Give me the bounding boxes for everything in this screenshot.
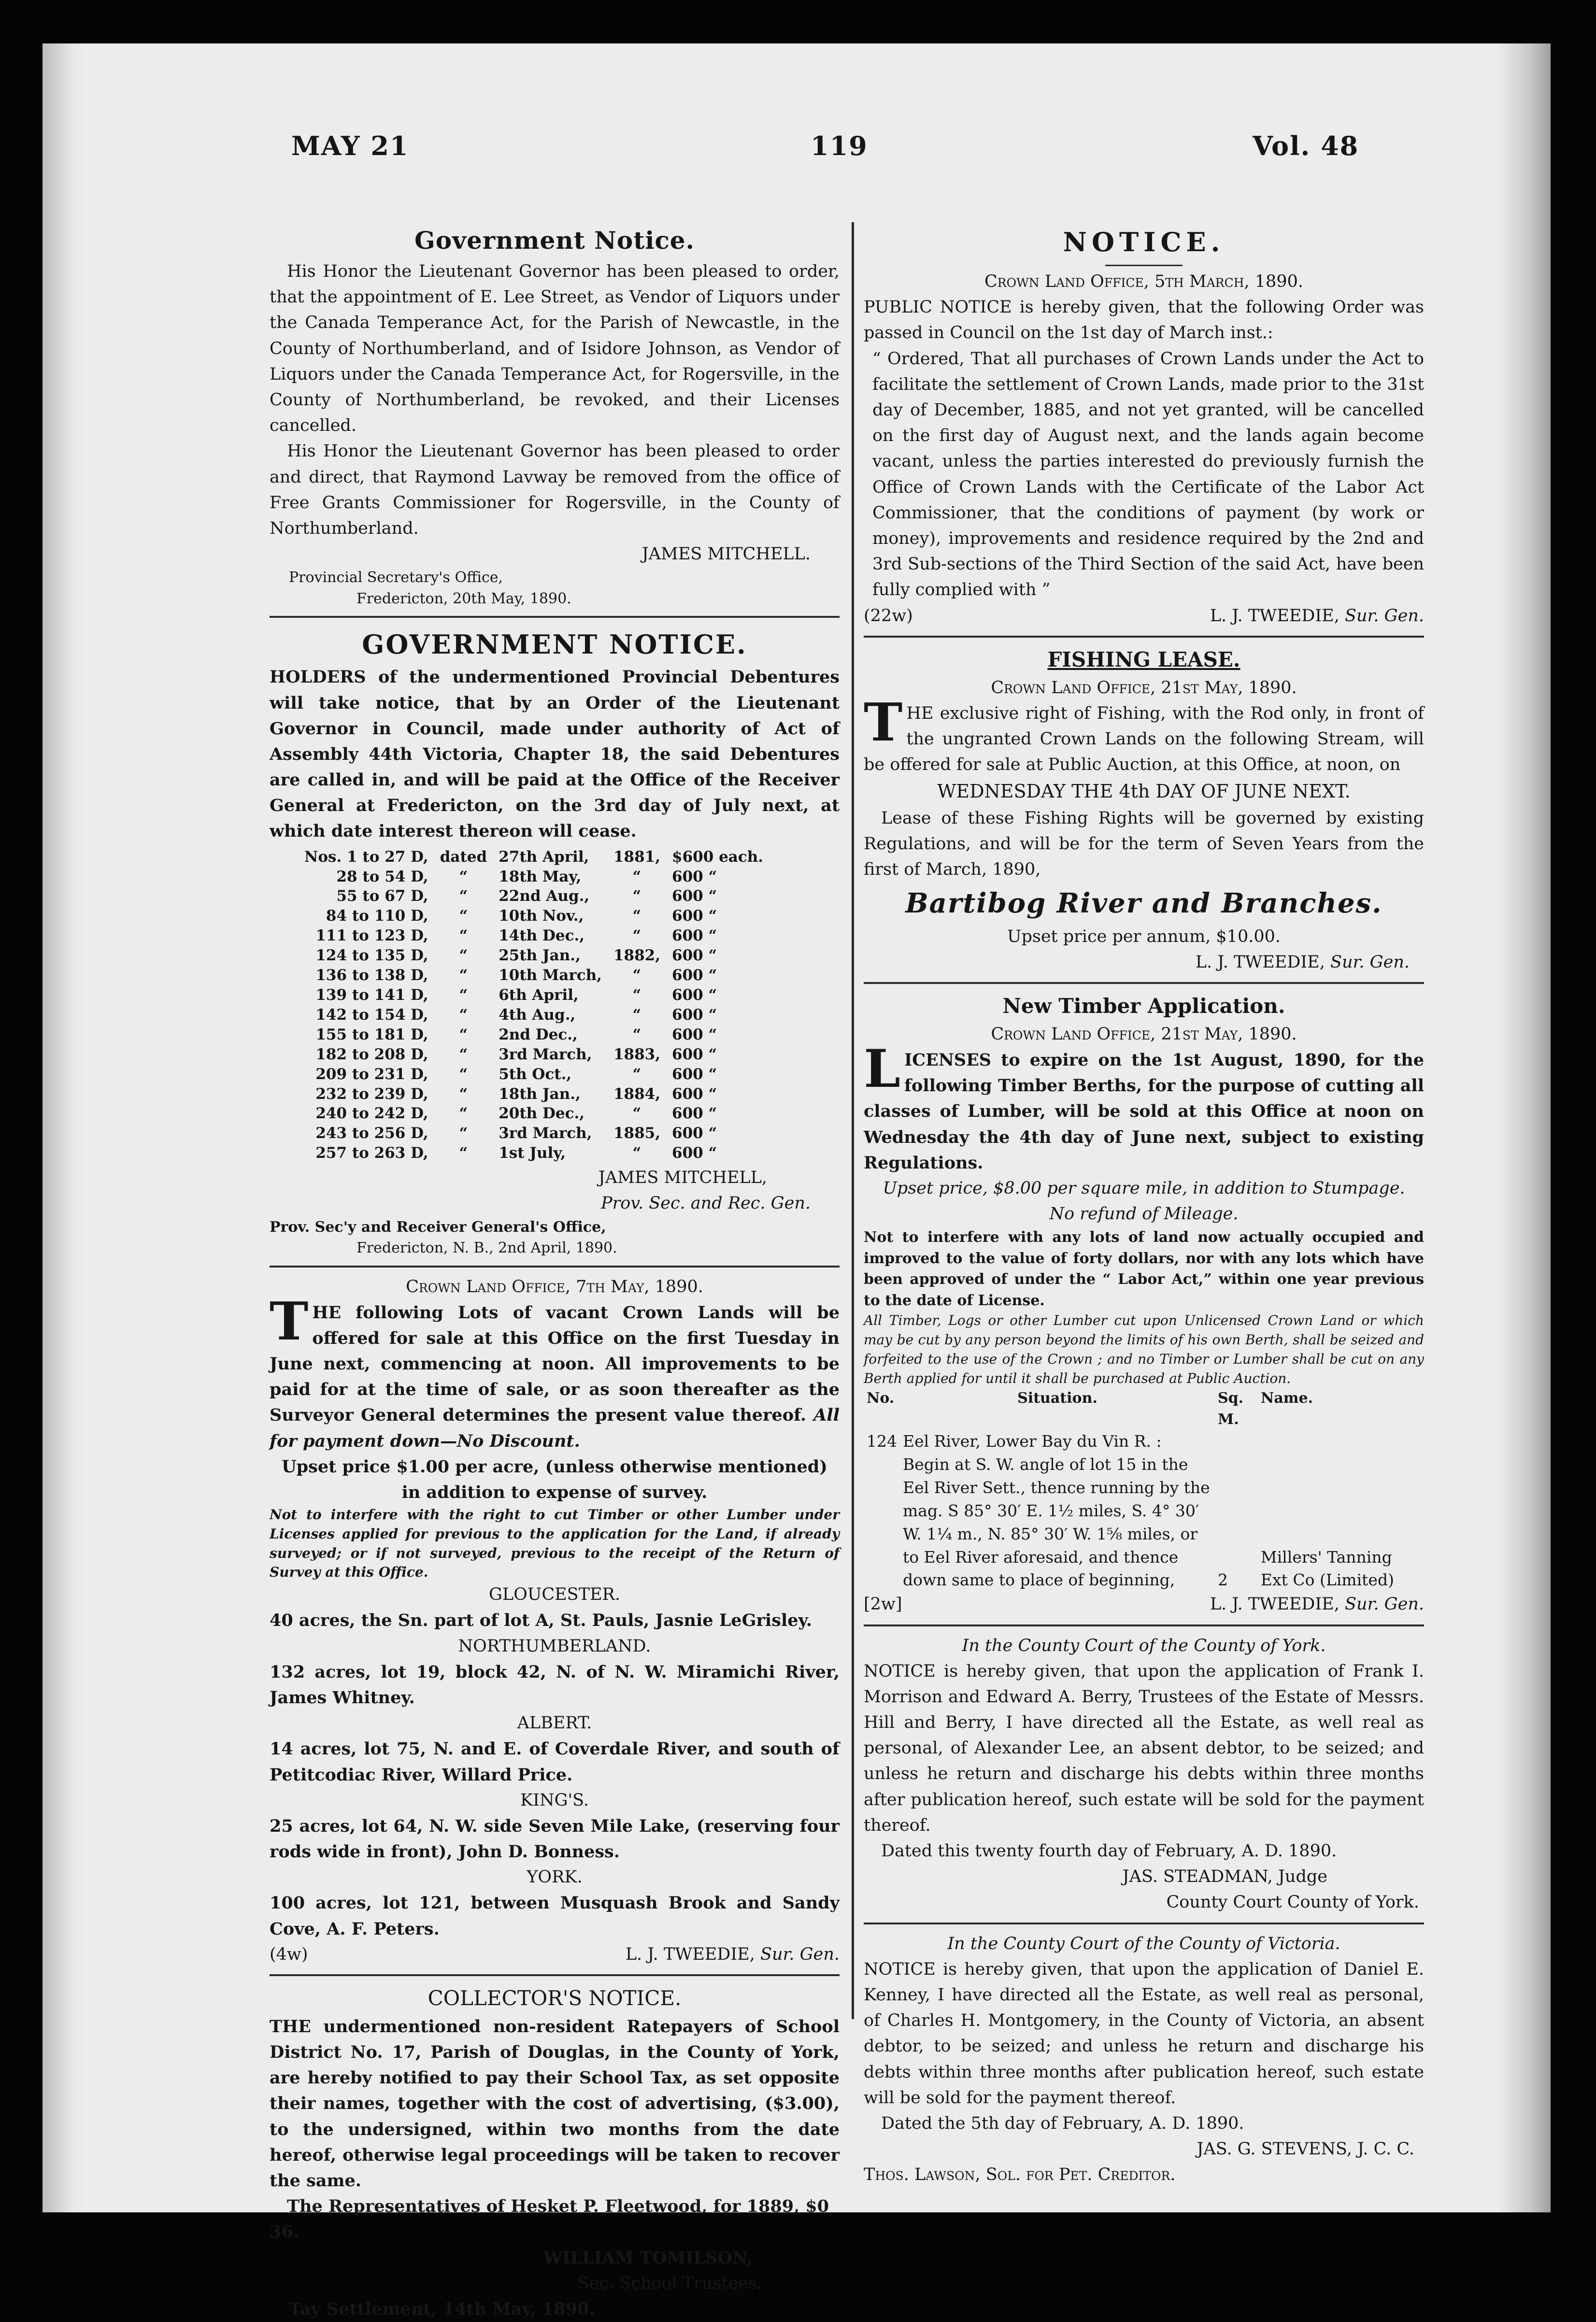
debenture-cell: “ [632,1144,641,1162]
debenture-row [299,886,769,906]
county-heading: YORK. [527,1867,583,1887]
debenture-cell: 209 to 231 D, [315,1065,428,1083]
debenture-cell: 22nd Aug., [499,887,590,905]
debenture-cell: 18th May, [499,868,582,885]
debenture-cell: “ [632,1065,641,1083]
notice-body: HOLDERS of the undermentioned Provincial Debentures will take notice, that by an Order of the Lieutenant Governor in Council, made under authority of Act of Assembly 44th Victoria, Chapter 18, the said Debentures are called in, and will be paid at the Office of the Receiver General at Fredericton, on the 3rd day of July next, at which date interest thereon will cease. [270,667,840,841]
dateline: Crown Land Office, 21st May, 1890. [991,678,1297,698]
signature: WILLIAM TOMILSON, [543,2248,753,2268]
debenture-cell: 600 “ [672,1085,717,1103]
county-heading: GLOUCESTER. [488,1585,621,1605]
section-rule [864,1624,1424,1626]
debenture-cell: 1st July, [499,1144,566,1162]
upset-price: Upset price per annum, $10.00. [1007,926,1281,946]
debenture-cell: 232 to 239 D, [315,1085,428,1103]
lumber-note: All Timber, Logs or other Lumber cut upon Unlicensed Crown Land or which may be cut by any person beyond the limits of his own Berth, shall be seized and forfeited to the use of the Crown ; and no Timber or Lumber shall be cut on any Berth applied for until it shall be purchased at Public Auction. [864,1312,1424,1386]
notice-title: COLLECTOR'S NOTICE. [428,1986,682,2010]
debenture-cell: 6th April, [499,986,579,1004]
debenture-cell: “ [459,907,468,925]
debenture-cell: “ [459,967,468,984]
signature-title: County Court County of York. [1166,1893,1419,1912]
insertion-code: (22w) [864,606,913,626]
debenture-row [299,985,769,1005]
debenture-cell: 155 to 181 D, [315,1026,428,1043]
county-heading: KING'S. [520,1790,589,1810]
crown-lands-order-notice [864,222,1424,629]
debenture-cell: 240 to 242 D, [315,1105,428,1123]
signature: JAS. G. STEVENS, J. C. C. [1197,2139,1414,2159]
dated-line: Dated the 5th day of February, A. D. 1890. [881,2113,1244,2133]
signature-title: Prov. Sec. and Rec. Gen. [601,1194,811,1213]
debenture-row [299,966,769,985]
debenture-cell: 182 to 208 D, [315,1045,428,1063]
debenture-cell: “ [459,887,468,905]
debenture-cell: 600 “ [672,967,717,984]
signature: JAS. STEADMAN, Judge [1122,1867,1327,1887]
debenture-cell: “ [632,1105,641,1123]
column-header: Name. [1260,1390,1313,1407]
debenture-cell: “ [632,986,641,1004]
dated-line: Dated this twenty fourth day of February, A. D. 1890. [881,1841,1337,1861]
debenture-cell: 124 to 135 D, [315,947,428,965]
debenture-row [299,1025,769,1045]
debenture-cell: “ [632,887,641,905]
debenture-cell: 2nd Dec., [499,1026,578,1043]
debenture-cell: 1883, [613,1045,661,1063]
debenture-cell: 257 to 263 D, [315,1144,428,1162]
debenture-cell: 55 to 67 D, [336,887,428,905]
debenture-row [299,1005,769,1025]
notice-title: NOTICE. [1063,227,1225,257]
section-rule [864,982,1424,984]
solicitor-line: Thos. Lawson, Sol. for Pet. Creditor. [864,2165,1176,2185]
occupancy-note: Not to interfere with any lots of land now actually occupied and improved to the value of forty dollars, nor with any lots which have been approved of under the “ Labor Act,” within one year previous to the date of License. [864,1229,1424,1309]
debenture-cell: 600 “ [672,947,717,965]
table-row [864,1430,1424,1592]
auction-date: WEDNESDAY THE 4th DAY OF JUNE NEXT. [937,781,1351,802]
debenture-row [299,1045,769,1065]
debenture-row [299,867,769,887]
dateline: Crown Land Office, 7th May, 1890. [406,1277,703,1296]
debenture-cell: 111 to 123 D, [315,927,428,945]
short-rule [1105,265,1183,266]
debenture-cell: “ [459,986,468,1004]
right-column [864,222,1424,2188]
debenture-row [299,906,769,926]
newspaper-page [43,43,1551,2319]
notice-body: THE following Lots of vacant Crown Lands will be offered for sale at this Office on the first Tuesday in June next, commencing at noon. All improvements to be paid for at the time of sale, or as soon thereafter as the Surveyor General determines the present value thereof. All for payment down—No Discount. [270,1291,840,1451]
debenture-row [299,1084,769,1104]
debenture-cell: 142 to 154 D, [315,1006,428,1024]
lot-entry: 132 acres, lot 19, block 42, N. of N. W. Miramichi River, James Whitney. [270,1662,840,1708]
debenture-cell: “ [632,967,641,984]
debenture-cell: 20th Dec., [499,1105,585,1123]
court-heading: In the County Court of the County of York. [962,1636,1326,1655]
signature: L. J. TWEEDIE, Sur. Gen. [1195,952,1410,972]
debenture-cell: 27th April, [499,848,589,866]
signature-row [270,1942,840,1967]
debenture-cell: 600 “ [672,986,717,1004]
signature: JAMES MITCHELL. [641,544,811,564]
debenture-cell: “ [632,927,641,945]
debenture-cell: “ [459,1065,468,1083]
debenture-cell: 84 to 110 D, [326,907,428,925]
notice-paragraph: His Honor the Lieutenant Governor has been pleased to order, that the appointment of E. Lee Street, as Vendor of Liquors under the Canada Temperance Act, for the Parish of Newcastle, in the County of Northumberland, and of Isidore Johnson, as Vendor of Liquors under the Canada Temperance Act, for Rogersville, in the County of Northumberland, be revoked, and their Licenses cancelled. [270,262,840,436]
debenture-cell: “ [459,1125,468,1142]
debenture-cell: 25th Jan., [499,947,581,965]
debenture-cell: “ [459,1085,468,1103]
debenture-row [299,1124,769,1143]
debenture-cell: 5th Oct., [499,1065,572,1083]
notice-paragraph: His Honor the Lieutenant Governor has been pleased to order and direct, that Raymond Lavway be removed from the office of Free Grants Commissioner for Rogersville, in the County of Northumberland. [270,442,840,538]
lot-entry: 14 acres, lot 75, N. and E. of Coverdale River, and south of Petitcodiac River, Willard Price. [270,1739,840,1785]
notice-body: THE undermentioned non-resident Ratepayers of School District No. 17, Parish of Douglas, in the County of York, are hereby notified to pay their School Tax, as set opposite their names, together with the cost of advertising, ($3.00), to the undersigned, within two months from the date hereof, otherwise legal proceedings will be taken to recover the same. [270,2016,840,2191]
notice-body: LICENSES to expire on the 1st August, 1890, for the following Timber Berths, for the purpose of cutting all classes of Lumber, will be sold at this Office at noon on Wednesday the 4th day of June next, subject to existing Regulations. [864,1039,1424,1173]
order-text: “ Ordered, That all purchases of Crown Lands under the Act to facilitate the settlement of Crown Lands, made prior to the 31st day of December, 1885, and not yet granted, will be cancelled on the first day of August next, and the lands again become vacant, unless the parties interested do previously furnish the Office of Crown Lands with the Certificate of the Labor Act Commissioner, that the conditions of payment (by work or money), improvements and residence required by the 2nd and 3rd Sub-sections of the Third Section of the said Act, have been fully complied with ” [872,349,1424,600]
refund-note: No refund of Mileage. [1049,1204,1239,1224]
timber-note: Not to interfere with the right to cut Timber or other Lumber under Licenses applied for previous to the application for the Land, if already surveyed; or if not surveyed, previous to the receipt of the Return of Survey at this Office. [270,1507,840,1581]
lot-entry: 25 acres, lot 64, N. W. side Seven Mile Lake, (reserving four rods wide in front), John D. Bonness. [270,1816,840,1862]
debenture-cell: “ [459,1045,468,1063]
debenture-cell: 18th Jan., [499,1085,581,1103]
debenture-cell: 600 “ [672,1105,717,1123]
fishing-lease-notice [864,644,1424,975]
signature-row [864,1592,1424,1617]
debenture-cell: 3rd March, [499,1045,592,1063]
lot-entry: 100 acres, lot 121, between Musquash Brook and Sandy Cove, A. F. Peters. [270,1893,840,1939]
signature: L. J. TWEEDIE, Sur. Gen. [1210,1595,1424,1614]
upset-price: Upset price, $8.00 per square mile, in addition to Stumpage. [883,1179,1405,1198]
collectors-notice [270,1983,840,2322]
column-divider [852,222,854,2019]
debenture-cell: 139 to 141 D, [315,986,428,1004]
notice-body: NOTICE is hereby given, that upon the application of Frank I. Morrison and Edward A. Berry, Trustees of the Estate of Messrs. Hill and Berry, I have directed all the Estate, as well real as personal, of Alexander Lee, an absent debtor, to be seized; and unless he return and discharge his debts within three months after publication hereof, such estate will be sold for the payment thereof. [864,1661,1424,1835]
signature-row [864,603,1424,629]
debenture-cell: 600 “ [672,907,717,925]
debenture-cell: 600 “ [672,1045,717,1063]
debenture-cell: “ [459,1026,468,1043]
place-line: Tay Settlement, 14th May, 1890. [289,2299,595,2319]
debenture-cell: 10th March, [499,967,602,984]
debenture-cell: 600 “ [672,1065,717,1083]
upset-price: Upset price $1.00 per acre, (unless otherwise mentioned) in addition to expense of survey. [282,1456,827,1503]
timber-application-notice [864,991,1424,1617]
debenture-cell: “ [459,1144,468,1162]
column-header: Sq. M. [1218,1390,1244,1428]
office-line: Prov. Sec'y and Receiver General's Office, [270,1218,606,1236]
county-heading: NORTHUMBERLAND. [458,1636,651,1656]
section-rule [270,616,840,618]
debenture-cell: 243 to 256 D, [315,1125,428,1142]
debenture-row [299,926,769,946]
left-column [270,222,840,2322]
victoria-county-court-notice [864,1931,1424,2188]
lot-entry: 40 acres, the Sn. part of lot A, St. Pauls, Jasnie LeGrisley. [270,1610,812,1631]
berth-situation: Eel River, Lower Bay du Vin R. : Begin at S. W. angle of lot 15 in the Eel River Sett., thence running by the mag. S 85° 30′ E. 1½ miles, S. 4° 30′ W. 1¼ m., N. 85° 30′ W. 1⅝ miles, or to Eel River aforesaid, and thence down same to place of beginning, [903,1432,1210,1590]
office-line: Provincial Secretary's Office, [289,569,503,586]
debenture-row [299,946,769,966]
debenture-cell: 3rd March, [499,1125,592,1142]
debenture-cell: “ [632,907,641,925]
signature: L. J. TWEEDIE, Sur. Gen. [625,1944,840,1964]
court-heading: In the County Court of the County of Victoria. [947,1934,1340,1953]
debenture-cell: “ [632,1026,641,1043]
dateline: Crown Land Office, 21st May, 1890. [991,1024,1297,1044]
county-heading: ALBERT. [517,1713,592,1733]
debenture-cell: 14th Dec., [499,927,585,945]
government-notice-debentures [270,625,840,1258]
signature-title: Sec. School Trustees. [577,2273,762,2293]
ratepayer-line: The Representatives of Hesket P. Fleetwood, for 1889, $0 36. [270,2196,829,2242]
column-header: No. [867,1390,895,1407]
section-rule [270,1974,840,1976]
debenture-cell: 600 “ [672,1006,717,1024]
government-notice-liquor [270,222,840,609]
debenture-cell: “ [459,927,468,945]
debenture-cell: 600 “ [672,1144,717,1162]
notice-title: FISHING LEASE. [1047,647,1240,671]
berth-name: Millers' Tanning Ext Co (Limited) [1260,1547,1394,1590]
notice-body: NOTICE is hereby given, that upon the application of Daniel E. Kenney, I have directed all the Estate, as well real as personal, of Charles H. Montgomery, in the County of Victoria, an absent debtor, to be seized; and unless he return and discharge his debts within three months after publication hereof, such estate will be sold for the payment thereof. [864,1959,1424,2108]
timber-berth-table [864,1388,1424,1592]
berth-square-miles: 2 [1218,1570,1228,1590]
debenture-cell: “ [459,868,468,885]
debenture-cell: 28 to 54 D, [336,868,428,885]
lease-terms: Lease of these Fishing Rights will be governed by existing Regulations, and will be for the term of Seven Years from the first of March, 1890, [864,809,1424,880]
insertion-code: (4w) [270,1944,308,1964]
debenture-cell: 1884, [613,1085,661,1103]
debenture-cell: 600 “ [672,868,717,885]
table-header-row [864,1388,1424,1430]
notice-title: GOVERNMENT NOTICE. [362,629,747,660]
debenture-cell: dated [440,848,487,866]
header-page-number: 119 [811,130,868,161]
place-line: Fredericton, 20th May, 1890. [356,590,571,607]
debenture-cell: 1882, [613,947,661,965]
notice-body: THE exclusive right of Fishing, with the Rod only, in front of the ungranted Crown Lands on the following Stream, will be offered for sale at Public Auction, at this Office, at noon, on [864,692,1424,775]
signature: JAMES MITCHELL, [598,1168,767,1188]
debenture-cell: 4th Aug., [499,1006,576,1024]
signature: L. J. TWEEDIE, Sur. Gen. [1210,606,1424,626]
debenture-cell: 10th Nov., [499,907,584,925]
section-rule [864,636,1424,638]
notice-title: New Timber Application. [1002,994,1285,1018]
insertion-code: [2w] [864,1595,902,1614]
debenture-cell: 600 “ [672,1125,717,1142]
debenture-cell: 1881, [613,848,661,866]
debenture-cell: “ [459,1006,468,1024]
debenture-cell: “ [459,1105,468,1123]
debenture-cell: $600 each. [672,848,764,866]
place-line: Fredericton, N. B., 2nd April, 1890. [356,1239,617,1257]
debenture-cell: 600 “ [672,1026,717,1043]
berth-number: 124 [867,1432,897,1451]
section-rule [270,1266,840,1268]
debenture-cell: 136 to 138 D, [315,967,428,984]
debenture-cell: “ [632,868,641,885]
dateline: Crown Land Office, 5th March, 1890. [984,272,1303,292]
river-name: Bartibog River and Branches. [905,887,1382,919]
debenture-cell: 1885, [613,1125,661,1142]
notice-title: Government Notice. [414,226,695,255]
debenture-cell: 600 “ [672,887,717,905]
header-volume: Vol. 48 [1253,130,1359,161]
york-county-court-notice [864,1633,1424,1916]
notice-intro: PUBLIC NOTICE is hereby given, that the following Order was passed in Council on the 1st day of March inst.: [864,298,1424,343]
debenture-row [299,847,769,867]
debenture-cell: “ [632,1006,641,1024]
debenture-cell: Nos. 1 to 27 D, [304,848,428,866]
crown-land-sale-notice [270,1274,840,1968]
debenture-table [299,847,769,1164]
column-header: Situation. [1017,1390,1097,1407]
debenture-cell: “ [459,947,468,965]
debenture-cell: 600 “ [672,927,717,945]
debenture-row [299,1104,769,1124]
debenture-row [299,1065,769,1084]
section-rule [864,1923,1424,1924]
debenture-row [299,1143,769,1163]
header-date: MAY 21 [291,130,409,161]
